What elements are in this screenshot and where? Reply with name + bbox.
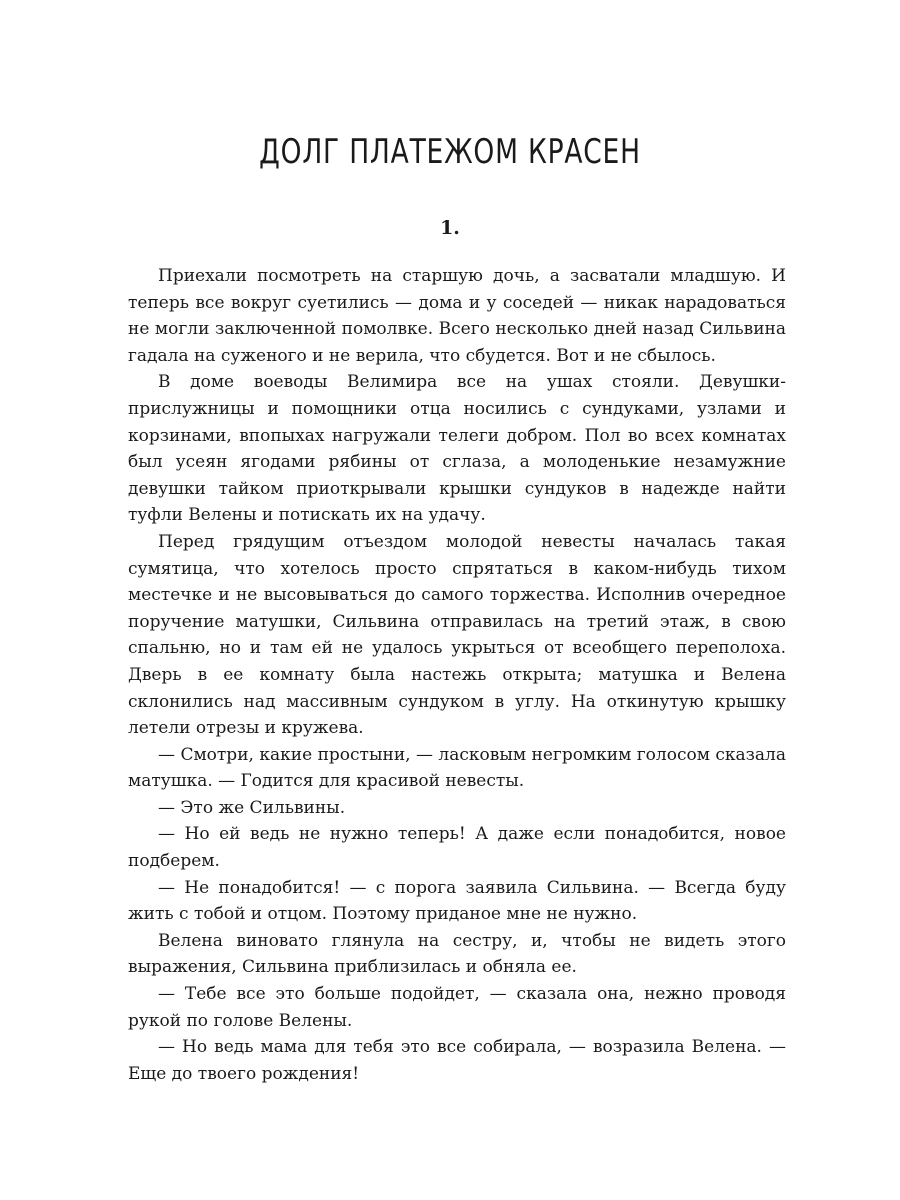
page-body <box>128 263 786 1087</box>
paragraph: Перед грядущим отъездом молодой невесты началась такая сумятица, что хотелось просто спрятаться в каком-нибудь тихом местечке и не высовываться до самого торжества. Исполнив очередное поручение матушки, Сильвина отправилась на третий этаж, в свою спальню, но и там ей не удалось укрыться от всеобщего переполоха. Дверь в ее комнату была настежь открыта; матушка и Велена склонились над массивным сундуком в углу. На откинутую крышку летели отрезы и кружева. <box>128 531 786 739</box>
paragraph: — Это же Сильвины. <box>158 797 346 818</box>
paragraph: Приехали посмотреть на старшую дочь, а засватали младшую. И теперь все вокруг суетились — дома и у соседей — никак нарадоваться не могли заключенной помолвке. Всего несколько дней назад Сильвина гадала на суженого и не верила, что сбудется. Вот и не сбылось. <box>128 266 786 366</box>
chapter-title: ДОЛГ ПЛАТЕЖОМ КРАСЕН <box>259 132 641 172</box>
paragraph: — Но ей ведь не нужно теперь! А даже если понадобится, новое подберем. <box>128 824 786 872</box>
paragraph: — Тебе все это больше подойдет, — сказала она, нежно проводя рукой по голове Велены. <box>128 984 786 1031</box>
paragraph: — Смотри, какие простыни, — ласковым негромким голосом сказала матушка. — Годится для красивой невесты. <box>128 744 786 792</box>
paragraph: — Не понадобится! — с порога заявила Сильвина. — Всегда буду жить с тобой и отцом. Поэтому приданое мне не нужно. <box>128 877 786 925</box>
paragraph: В доме воеводы Велимира все на ушах стояли. Девушки-прислужницы и помощники отца носились с сундуками, узлами и корзинами, впопыхах нагружали телеги добром. Пол во всех комнатах был усеян ягодами рябины от сглаза, а молоденькие незамужние девушки тайком приоткрывали крышки сундуков в надежде найти туфли Велены и потискать их на удачу. <box>128 372 786 526</box>
paragraph: — Но ведь мама для тебя это все собирала, — возразила Велена. — Еще до твоего рождения! <box>128 1037 786 1084</box>
paragraph: Велена виновато глянула на сестру, и, чтобы не видеть этого выражения, Сильвина приблизилась и обняла ее. <box>128 930 786 978</box>
chapter-number: 1. <box>440 217 460 239</box>
